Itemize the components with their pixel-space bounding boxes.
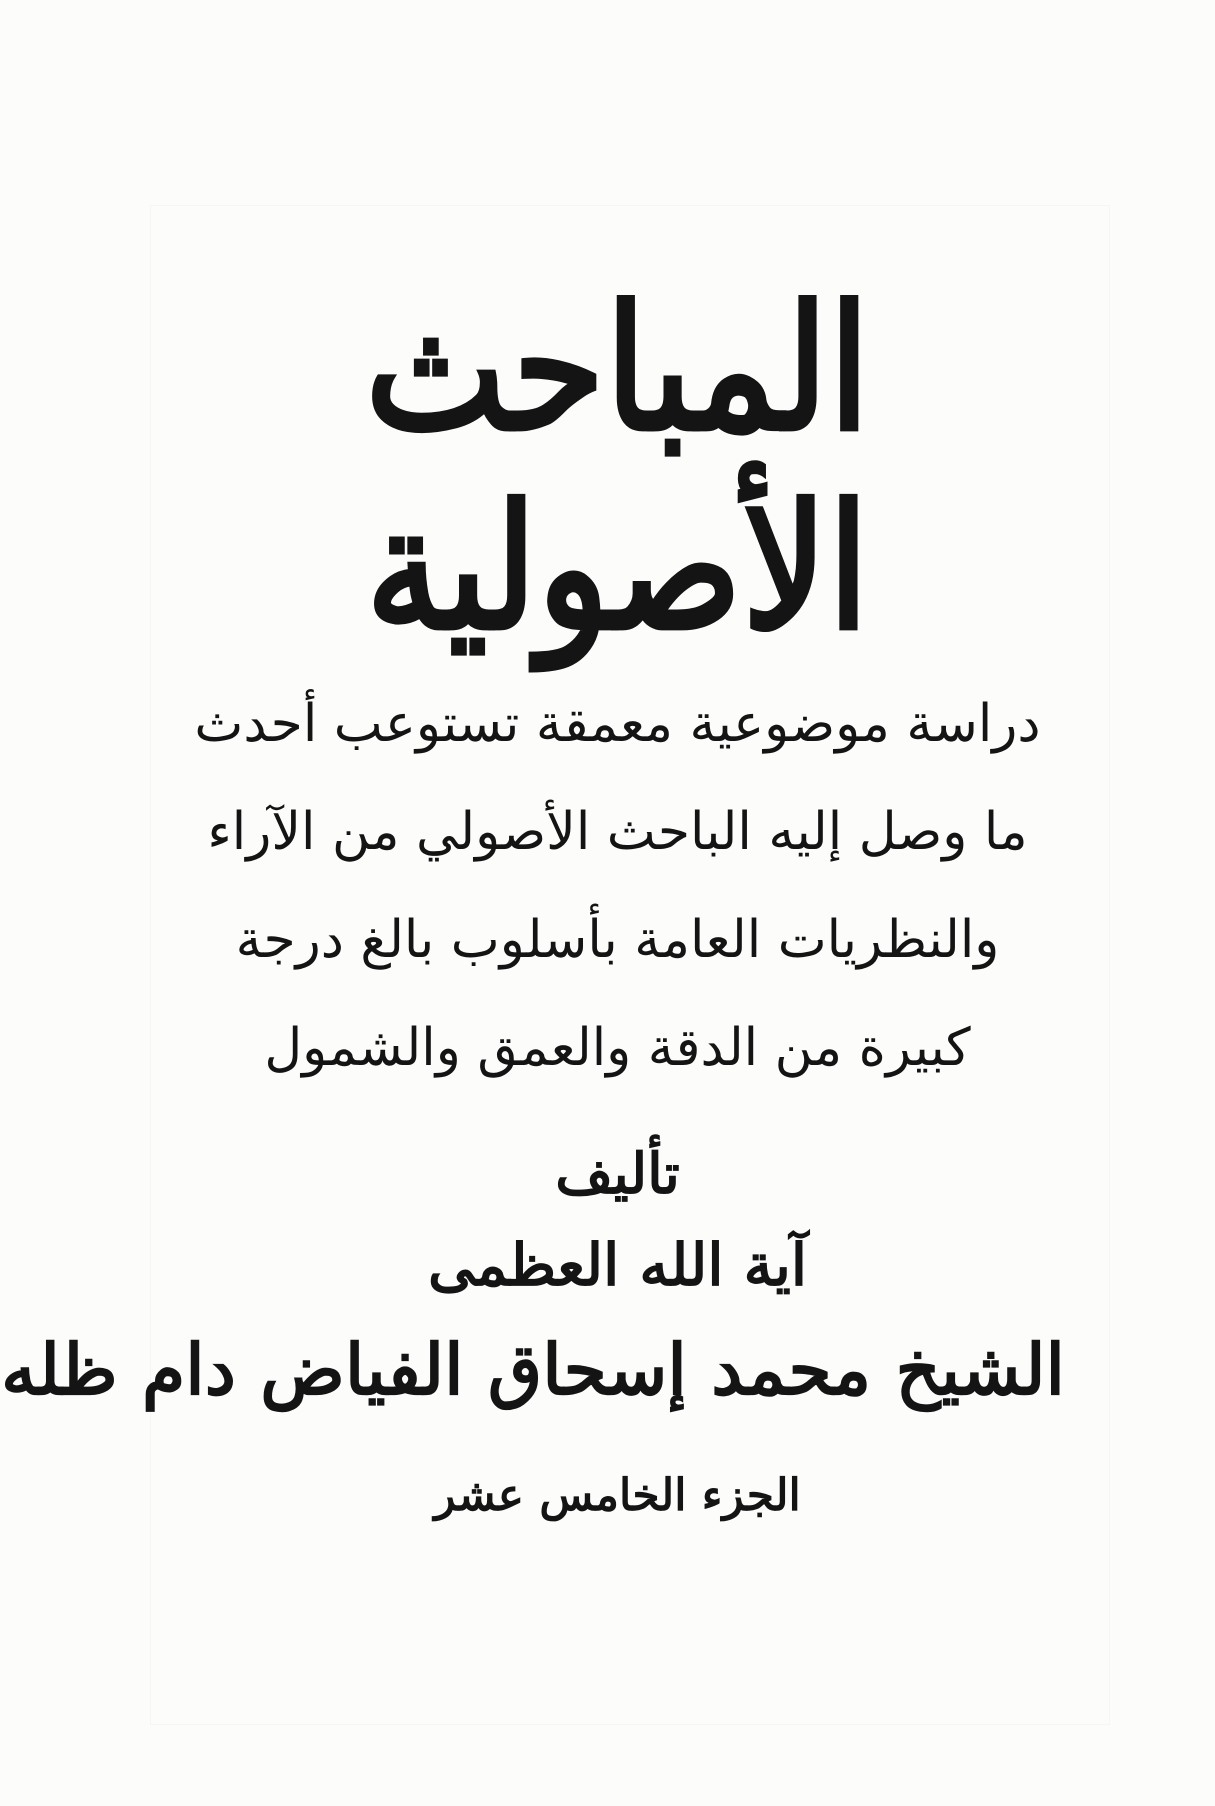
author-name: الشيخ محمد إسحاق الفياض دام ظله bbox=[1, 1328, 1065, 1411]
subtitle-line-4: كبيرة من الدقة والعمق والشمول bbox=[264, 1018, 971, 1078]
subtitle-line-3: والنظريات العامة بأسلوب بالغ درجة bbox=[235, 910, 1000, 970]
subtitle-line-1: دراسة موضوعية معمقة تستوعب أحدث bbox=[194, 694, 1041, 754]
title-page-content bbox=[1, 267, 1065, 1536]
volume-label: الجزء الخامس عشر bbox=[434, 1470, 801, 1521]
subtitle-line-2: ما وصل إليه الباحث الأصولي من الآراء bbox=[207, 802, 1028, 862]
book-subtitle bbox=[170, 670, 1065, 1102]
authorship-label: تأليف bbox=[555, 1141, 680, 1207]
author-honorific: آية الله العظمى bbox=[427, 1231, 808, 1299]
book-title: المباحث الأصولية bbox=[364, 267, 871, 669]
